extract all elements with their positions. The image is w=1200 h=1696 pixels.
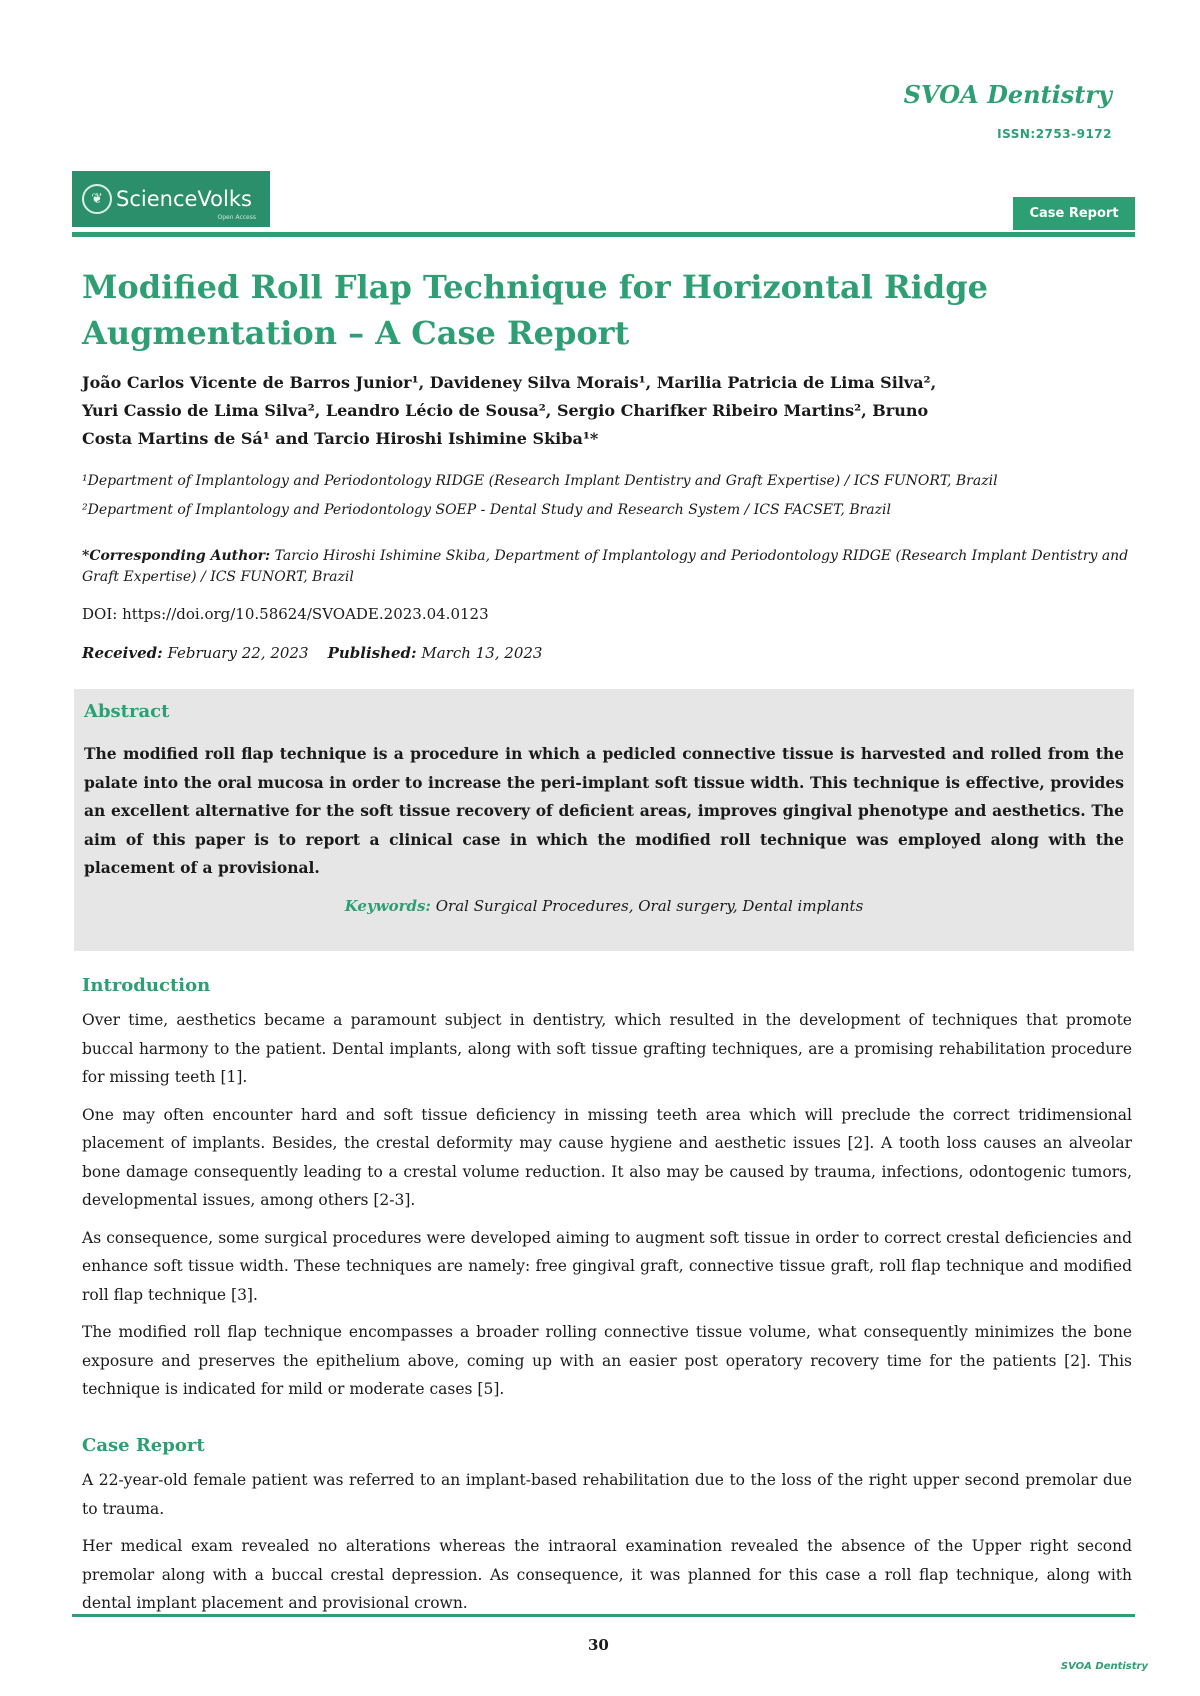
- author-list: [82, 369, 1132, 453]
- abstract-section: [74, 689, 1134, 951]
- paragraph: The modified roll flap technique encompasses a broader rolling connective tissue volume, what consequently minimizes the bone exposure and preserves the epithelium above, coming up with an easier post operatory recovery time for the patients [2]. This technique is indicated for mild or moderate cases [5].: [82, 1323, 1132, 1398]
- corresponding-author: [82, 546, 1132, 588]
- footer-journal: SVOA Dentistry: [1060, 1661, 1148, 1672]
- affiliation-2: ²Department of Implantology and Periodontology SOEP - Dental Study and Research System / ICS FACSET, Brazil: [82, 502, 891, 518]
- received-label: Received:: [82, 644, 163, 662]
- issn: ISSN:2753-9172: [997, 127, 1112, 141]
- abstract-heading: Abstract: [84, 701, 170, 722]
- corresponding-label: *Corresponding Author:: [82, 548, 271, 564]
- page-number: 30: [588, 1636, 609, 1654]
- header-rule: [72, 232, 1135, 237]
- title-line: Augmentation – A Case Report: [82, 314, 630, 352]
- case-report-section: [82, 1435, 1132, 1627]
- affiliation-1: ¹Department of Implantology and Periodontology RIDGE (Research Implant Dentistry and Graft Expertise) / ICS FUNORT, Brazil: [82, 473, 998, 489]
- leaf-icon: ❦: [82, 184, 112, 214]
- abstract-text: The modified roll flap technique is a procedure in which a pedicled connective tissue is harvested and rolled from the palate into the oral mucosa in order to increase the peri-implant soft tissue width. This technique is effective, provides an excellent alternative for the soft tissue recovery of deficient areas, improves gingival phenotype and aesthetics. The aim of this paper is to report a clinical case in which the modified roll technique was employed along with the placement of a provisional.: [84, 744, 1124, 877]
- published-label: Published:: [327, 644, 417, 662]
- publication-dates: [82, 644, 542, 662]
- footer-rule: [72, 1614, 1135, 1617]
- publisher-tagline: Open Access: [217, 214, 256, 221]
- paragraph: As consequence, some surgical procedures were developed aiming to augment soft tissue in order to correct crestal deficiencies and enhance soft tissue width. These techniques are namely: free gingival graft, connective tissue graft, roll flap technique and modified roll flap technique [3].: [82, 1228, 1132, 1304]
- keywords: [84, 897, 1124, 915]
- author-line: João Carlos Vicente de Barros Junior¹, Davideney Silva Morais¹, Marilia Patricia de Lima Silva²,: [82, 373, 937, 392]
- paragraph: Over time, aesthetics became a paramount subject in dentistry, which resulted in the development of techniques that promote buccal harmony to the patient. Dental implants, along with soft tissue grafting techniques, are a promising rehabilitation procedure for missing teeth [1].: [82, 1011, 1132, 1086]
- journal-name: SVOA Dentistry: [903, 80, 1112, 109]
- corresponding-text: Tarcio Hiroshi Ishimine Skiba, Department of Implantology and Periodontology RIDGE (Research Implant Dentistry and Graft Expertise) / ICS FUNORT, Brazil: [82, 548, 1129, 585]
- author-line: Yuri Cassio de Lima Silva², Leandro Lécio de Sousa², Sergio Charifker Ribeiro Martins², Bruno: [82, 401, 929, 420]
- case-report-heading: Case Report: [82, 1435, 205, 1456]
- keywords-list: Oral Surgical Procedures, Oral surgery, Dental implants: [430, 896, 864, 915]
- keywords-label: Keywords:: [344, 896, 431, 915]
- publisher-name: ScienceVolks: [116, 187, 252, 211]
- article-type-badge: Case Report: [1013, 197, 1135, 230]
- paragraph: A 22-year-old female patient was referred to an implant-based rehabilitation due to the loss of the right upper second premolar due to trauma.: [82, 1471, 1132, 1518]
- author-line: Costa Martins de Sá¹ and Tarcio Hiroshi Ishimine Skiba¹*: [82, 429, 599, 448]
- paragraph: Her medical exam revealed no alterations whereas the intraoral examination revealed the absence of the Upper right second premolar along with a buccal crestal depression. As consequence, it was planned for this case a roll flap technique, along with dental implant placement and provisional crown.: [82, 1537, 1132, 1612]
- title-line: Modified Roll Flap Technique for Horizontal Ridge: [82, 268, 988, 306]
- published-date: March 13, 2023: [416, 644, 543, 662]
- introduction-heading: Introduction: [82, 975, 211, 996]
- introduction-section: [82, 975, 1132, 1413]
- article-title: [82, 264, 1082, 356]
- publisher-logo[interactable]: [72, 171, 270, 227]
- doi-link[interactable]: DOI: https://doi.org/10.58624/SVOADE.2023.04.0123: [82, 605, 489, 623]
- paragraph: One may often encounter hard and soft tissue deficiency in missing teeth area which will preclude the correct tridimensional placement of implants. Besides, the crestal deformity may cause hygiene and aesthetic issues [2]. A tooth loss causes an alveolar bone damage consequently leading to a crestal volume reduction. It also may be caused by trauma, infections, odontogenic tumors, developmental issues, among others [2-3].: [82, 1105, 1132, 1209]
- received-date: February 22, 2023: [162, 644, 309, 662]
